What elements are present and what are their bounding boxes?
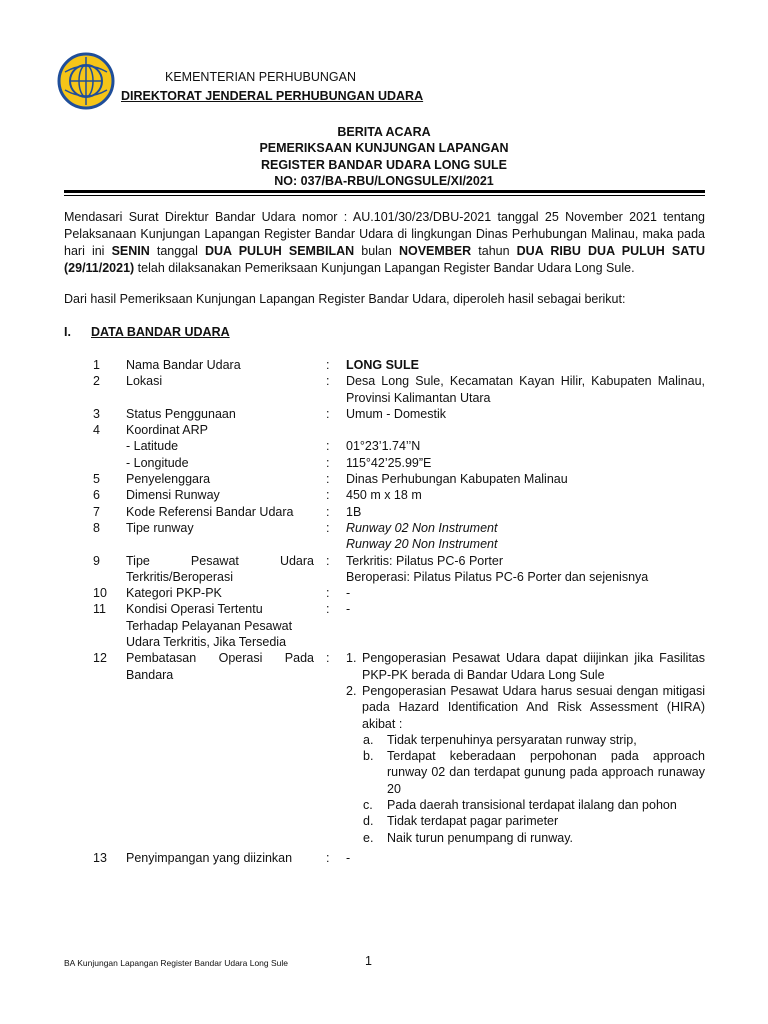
row-number: 1 bbox=[93, 358, 100, 372]
title-line-3: REGISTER BANDAR UDARA LONG SULE bbox=[260, 157, 508, 172]
list-number: 1. bbox=[346, 651, 357, 666]
sublist-text: Tidak terdapat pagar parimeter bbox=[387, 814, 559, 829]
runway-02: Runway 02 Non Instrument bbox=[346, 520, 498, 535]
row-colon: : bbox=[326, 358, 330, 372]
row-number: 2 bbox=[93, 374, 100, 389]
section-title: DATA BANDAR UDARA bbox=[91, 325, 230, 339]
row-label: - Latitude bbox=[126, 439, 179, 454]
row-label: Penyimpangan yang diizinkan bbox=[126, 851, 293, 866]
sublist-text: Naik turun penumpang di runway. bbox=[387, 830, 573, 845]
title-line-4: NO: 037/BA-RBU/LONGSULE/XI/2021 bbox=[274, 173, 494, 188]
row-colon: : bbox=[326, 504, 330, 519]
row-value: - bbox=[346, 602, 351, 617]
ministry-name: KEMENTERIAN PERHUBUNGAN bbox=[165, 70, 356, 84]
row-colon: : bbox=[326, 520, 330, 535]
sublist-letter: d. bbox=[363, 814, 374, 829]
ministry-emblem-icon bbox=[57, 52, 115, 110]
row-value: 450 m x 18 m bbox=[346, 488, 422, 503]
sublist-letter: b. bbox=[363, 749, 374, 764]
table-row bbox=[0, 438, 768, 454]
row-number: 6 bbox=[93, 488, 100, 503]
sublist-text: Terdapat keberadaan perpohonan pada approach runway 02 dan terdapat gunung pada approach runaway 20 bbox=[387, 749, 705, 796]
row-label: Dimensi Runway bbox=[126, 488, 220, 503]
row-value: Dinas Perhubungan Kabupaten Malinau bbox=[346, 472, 568, 487]
table-row bbox=[0, 650, 768, 850]
sublist-text: Pada daerah transisional terdapat ilalang dan pohon bbox=[387, 798, 677, 813]
title-line-1: BERITA ACARA bbox=[337, 125, 431, 139]
row-label: Nama Bandar Udara bbox=[126, 358, 241, 372]
sublist-item bbox=[362, 797, 705, 813]
sublist-letter: a. bbox=[363, 732, 374, 747]
row-colon: : bbox=[326, 406, 330, 421]
row-label: - Longitude bbox=[126, 455, 189, 470]
intro-text-2: tanggal bbox=[149, 244, 205, 258]
table-row bbox=[0, 601, 768, 650]
row-number: 7 bbox=[93, 504, 100, 519]
row-colon: : bbox=[326, 651, 330, 666]
header-divider-thick bbox=[64, 190, 705, 193]
list-item bbox=[346, 683, 705, 846]
row-colon: : bbox=[326, 472, 330, 487]
row-value bbox=[346, 520, 705, 553]
row-colon: : bbox=[326, 586, 330, 601]
page-number: 1 bbox=[365, 954, 372, 968]
airport-data-table bbox=[0, 357, 768, 867]
header-divider-thin bbox=[64, 195, 705, 196]
intro-date: DUA PULUH SEMBILAN bbox=[204, 244, 355, 258]
intro-month: NOVEMBER bbox=[398, 244, 472, 258]
section-number: I. bbox=[64, 325, 71, 339]
row-number: 3 bbox=[93, 406, 100, 421]
table-row bbox=[0, 585, 768, 601]
intro-day: SENIN bbox=[111, 244, 150, 258]
table-row bbox=[0, 471, 768, 487]
sublist-item bbox=[362, 748, 705, 797]
row-value: Umum - Domestik bbox=[346, 406, 447, 421]
sublist-item bbox=[362, 813, 705, 829]
operating-aircraft: Beroperasi: Pilatus Pilatus PC-6 Porter dan sejenisnya bbox=[346, 569, 649, 584]
row-label: Tipe Pesawat Udara Terkritis/Beroperasi bbox=[126, 553, 314, 584]
row-value: 01°23’1.74’’N bbox=[346, 439, 421, 454]
table-row bbox=[0, 850, 768, 866]
table-row bbox=[0, 406, 768, 422]
row-colon: : bbox=[326, 851, 330, 866]
critical-aircraft: Terkritis: Pilatus PC-6 Porter bbox=[346, 553, 503, 568]
row-label: Penyelenggara bbox=[126, 472, 211, 487]
table-row bbox=[0, 553, 768, 586]
row-label: Kategori PKP-PK bbox=[126, 586, 222, 601]
row-label: Lokasi bbox=[126, 374, 163, 389]
row-value: - bbox=[346, 851, 351, 866]
directorate-name: DIREKTORAT JENDERAL PERHUBUNGAN UDARA bbox=[121, 89, 424, 103]
row-number: 4 bbox=[93, 423, 100, 438]
row-colon: : bbox=[326, 553, 330, 568]
row-number: 10 bbox=[93, 586, 107, 601]
row-number: 13 bbox=[93, 851, 107, 866]
row-number: 5 bbox=[93, 472, 100, 487]
row-colon: : bbox=[326, 602, 330, 617]
table-row bbox=[0, 455, 768, 471]
row-value: - bbox=[346, 586, 351, 601]
table-row bbox=[0, 504, 768, 520]
table-row bbox=[0, 520, 768, 553]
intro-paragraph bbox=[64, 209, 705, 277]
row-value bbox=[346, 553, 705, 586]
table-row bbox=[0, 487, 768, 503]
row-label: Kode Referensi Bandar Udara bbox=[126, 504, 294, 519]
list-text: Pengoperasian Pesawat Udara dapat diijinkan jika Fasilitas PKP-PK berada di Bandar Udara Long Sule bbox=[362, 651, 705, 682]
sublist-item bbox=[362, 732, 705, 748]
runway-20: Runway 20 Non Instrument bbox=[346, 537, 498, 552]
row-label: Tipe runway bbox=[126, 520, 194, 535]
intro-text-1: Mendasari Surat Direktur Bandar Udara nomor : AU.101/30/23/DBU-2021 tanggal 25 November 2021 tentang Pelaksanaan Kunjungan Lapangan Register Bandar Udara di lingkungan Dinas Perhubungan Malinau, maka pada hari ini bbox=[64, 210, 705, 258]
list-text: Pengoperasian Pesawat Udara harus sesuai dengan mitigasi pada Hazard Identification And Risk Assessment (HIRA) akibat : bbox=[362, 683, 705, 731]
list-number: 2. bbox=[346, 683, 357, 698]
row-number: 8 bbox=[93, 520, 100, 535]
row-value: LONG SULE bbox=[346, 358, 419, 372]
document-title bbox=[64, 124, 704, 189]
row-label: Kondisi Operasi Tertentu Terhadap Pelayanan Pesawat Udara Terkritis, Jika Tersedia bbox=[126, 602, 293, 650]
sublist-letter: c. bbox=[363, 798, 373, 813]
sublist-item bbox=[362, 830, 705, 846]
intro-year: DUA RIBU DUA PULUH SATU (29/11/2021) bbox=[64, 244, 705, 275]
title-line-2: PEMERIKSAAN KUNJUNGAN LAPANGAN bbox=[259, 141, 509, 156]
intro-text-4: tahun bbox=[471, 244, 517, 258]
footer-document-name: BA Kunjungan Lapangan Register Bandar Udara Long Sule bbox=[64, 958, 289, 968]
row-label: Status Penggunaan bbox=[126, 406, 236, 421]
table-row bbox=[0, 373, 768, 406]
row-label: Koordinat ARP bbox=[126, 423, 208, 438]
row-label: Pembatasan Operasi Pada Bandara bbox=[126, 651, 314, 682]
list-item bbox=[346, 650, 705, 683]
row-number: 12 bbox=[93, 651, 107, 666]
restrictions-list bbox=[346, 650, 705, 846]
table-row bbox=[0, 422, 768, 438]
sublist-letter: e. bbox=[363, 830, 374, 845]
row-value: 1B bbox=[346, 504, 362, 519]
row-colon: : bbox=[326, 488, 330, 503]
row-value: Desa Long Sule, Kecamatan Kayan Hilir, Kabupaten Malinau, Provinsi Kalimantan Utara bbox=[346, 374, 705, 405]
sublist-text: Tidak terpenuhinya persyaratan runway strip, bbox=[387, 732, 637, 747]
intro-text-5: telah dilaksanakan Pemeriksaan Kunjungan Lapangan Register Bandar Udara Long Sule. bbox=[134, 261, 635, 275]
results-paragraph: Dari hasil Pemeriksaan Kunjungan Lapangan Register Bandar Udara, diperoleh hasil sebagai berikut: bbox=[64, 292, 626, 306]
hira-sublist bbox=[362, 732, 705, 846]
row-colon: : bbox=[326, 374, 330, 389]
row-colon: : bbox=[326, 439, 330, 454]
intro-text-3: bulan bbox=[354, 244, 399, 258]
table-row bbox=[0, 357, 768, 373]
row-number: 11 bbox=[93, 602, 106, 617]
row-value: 115°42’25.99”E bbox=[346, 455, 432, 470]
row-colon: : bbox=[326, 455, 330, 470]
row-number: 9 bbox=[93, 553, 100, 568]
